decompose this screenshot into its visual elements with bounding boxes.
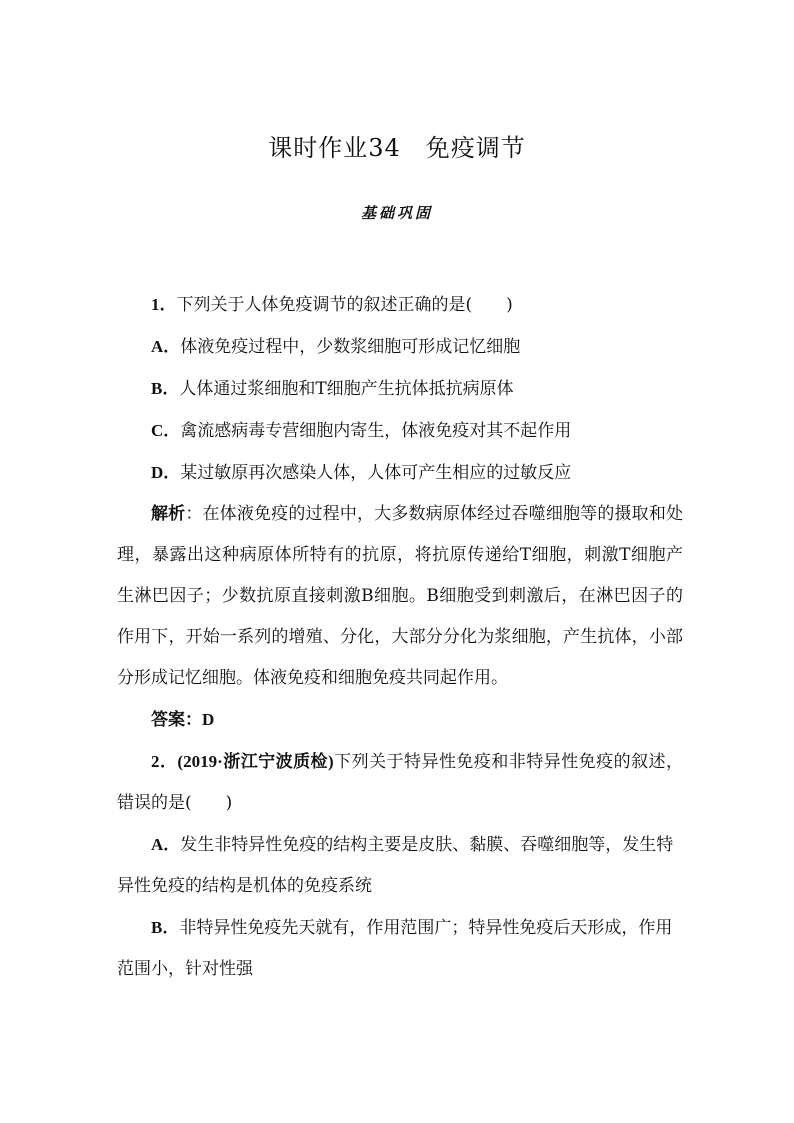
question-1-stem — [117, 284, 683, 326]
question-1-option-d — [117, 452, 683, 494]
option-letter: A． — [151, 835, 181, 854]
option-letter: D． — [151, 463, 181, 482]
question-1-answer — [117, 699, 683, 741]
answer-text: ：D — [185, 710, 215, 729]
option-text: 发生非特异性免疫的结构主要是皮肤、黏膜、吞噬细胞等，发生特异性免疫的结构是机体的免疫系统 — [117, 835, 674, 896]
question-1-option-b — [117, 368, 683, 410]
answer-label: 答案 — [151, 710, 185, 730]
question-2-stem — [117, 741, 683, 824]
document-body — [117, 284, 683, 990]
option-letter: B． — [151, 918, 180, 937]
option-text: 非特异性免疫先天就有，作用范围广；特异性免疫后天形成，作用范围小，针对性强 — [117, 918, 673, 979]
option-letter: A． — [151, 337, 181, 356]
option-text: 禽流感病毒专营细胞内寄生，体液免疫对其不起作用 — [180, 421, 572, 441]
analysis-label: 解析 — [151, 504, 186, 524]
option-text: 某过敏原再次感染人体，人体可产生相应的过敏反应 — [180, 463, 572, 483]
analysis-text: ：在体液免疫的过程中，大多数病原体经过吞噬细胞等的摄取和处理，暴露出这种病原体所特有的抗原，将抗原传递给T细胞，刺激T细胞产生淋巴因子；少数抗原直接刺激B细胞。B细胞受到刺激后，在淋巴因子的作用下，开始一系列的增殖、分化，大部分分化为浆细胞，产生抗体，小部分形成记忆细胞。体液免疫和细胞免疫共同起作用。 — [117, 504, 684, 688]
question-2-number: 2．(2019·浙江宁波质检) — [151, 752, 334, 771]
question-2-option-a — [117, 824, 683, 907]
option-text: 人体通过浆细胞和T细胞产生抗体抵抗病原体 — [179, 379, 514, 399]
option-letter: C． — [151, 421, 181, 440]
question-1-text: 下列关于人体免疫调节的叙述正确的是( ) — [176, 295, 513, 315]
question-2-text: 下列关于特异性免疫和非特异性免疫的叙述，错误的是( ) — [117, 752, 683, 813]
option-text: 体液免疫过程中，少数浆细胞可形成记忆细胞 — [180, 337, 521, 357]
question-1-option-c — [117, 410, 683, 452]
question-1-number: 1． — [151, 295, 177, 314]
option-letter: B． — [151, 379, 180, 398]
question-1-analysis — [117, 494, 683, 699]
question-1-option-a — [117, 326, 683, 368]
page-title: 课时作业34 免疫调节 — [268, 134, 526, 162]
section-heading: 基础巩固 — [360, 204, 433, 222]
question-2-option-b — [117, 907, 683, 990]
